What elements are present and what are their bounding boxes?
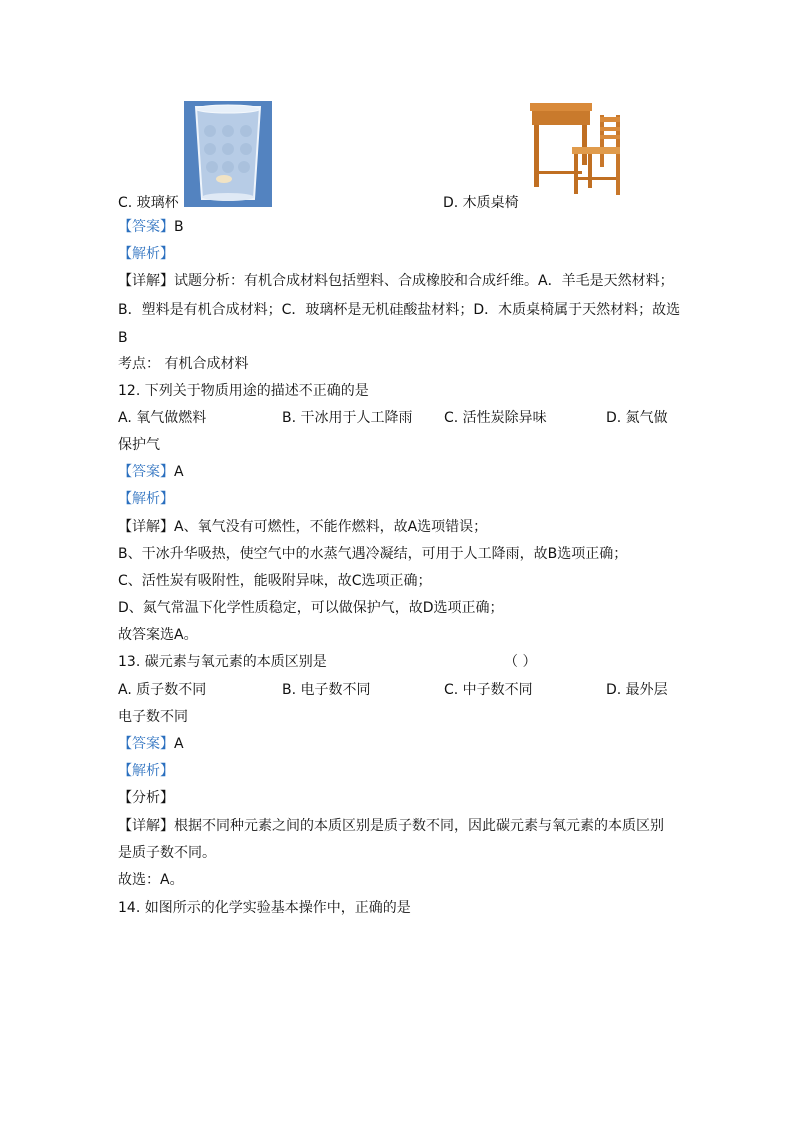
q13-stem: 13. 碳元素与氧元素的本质区别是: [118, 654, 327, 670]
q12-option-d-cont: 保护气: [118, 437, 160, 453]
answer-value: B: [174, 219, 184, 235]
q12-option-d: D. 氮气做: [606, 410, 668, 426]
q12-analysis-tag: 【解析】: [118, 491, 174, 507]
q11-detail-line1: 【详解】试题分析：有机合成材料包括塑料、合成橡胶和合成纤维。A．羊毛是天然材料；: [118, 273, 674, 289]
q13-fenxi: 【分析】: [118, 790, 174, 806]
answer-tag: 【答案】: [118, 736, 174, 752]
q12-conclusion: 故答案选A。: [118, 627, 198, 643]
q13-option-d-cont: 电子数不同: [118, 709, 188, 725]
q12-option-b: B. 干冰用于人工降雨: [282, 410, 413, 426]
q13-detail-line2: 是质子数不同。: [118, 845, 216, 861]
q13-detail-line1: 【详解】根据不同种元素之间的本质区别是质子数不同，因此碳元素与氧元素的本质区别: [118, 818, 664, 834]
q13-analysis-tag: 【解析】: [118, 763, 174, 779]
q11-answer: [118, 218, 184, 236]
q13-answer: [118, 735, 184, 753]
q11-detail-line3: B: [118, 330, 128, 346]
q12-option-c: C. 活性炭除异味: [444, 410, 547, 426]
q13-option-d: D. 最外层: [606, 682, 668, 698]
q12-detail-b: B、干冰升华吸热，使空气中的水蒸气遇冷凝结，可用于人工降雨，故B选项正确；: [118, 546, 628, 562]
answer-tag: 【答案】: [118, 464, 174, 480]
q13-conclusion: 故选：A。: [118, 872, 184, 888]
q12-detail-c: C、活性炭有吸附性，能吸附异味，故C选项正确；: [118, 573, 432, 589]
q11-kaodian: 考点： 有机合成材料: [118, 356, 249, 372]
answer-tag: 【答案】: [118, 219, 174, 235]
answer-value: A: [174, 464, 184, 480]
q11-detail-line2: B．塑料是有机合成材料；C．玻璃杯是无机硅酸盐材料；D．木质桌椅属于天然材料；故选: [118, 302, 681, 318]
q12-detail-a: 【详解】A、氧气没有可燃性，不能作燃料，故A选项错误；: [118, 519, 488, 535]
q13-option-a: A. 质子数不同: [118, 682, 207, 698]
q12-detail-d: D、氮气常温下化学性质稳定，可以做保护气，故D选项正确；: [118, 600, 504, 616]
q12-answer: [118, 463, 184, 481]
q11-analysis-tag: 【解析】: [118, 246, 174, 262]
q12-option-a: A. 氧气做燃料: [118, 410, 207, 426]
q14-stem: 14. 如图所示的化学实验基本操作中，正确的是: [118, 900, 411, 916]
answer-value: A: [174, 736, 184, 752]
option-c-label: C. 玻璃杯: [118, 195, 179, 211]
q12-stem: 12. 下列关于物质用途的描述不正确的是: [118, 383, 369, 399]
option-d-label: D. 木质桌椅: [443, 195, 519, 211]
q13-option-b: B. 电子数不同: [282, 682, 371, 698]
wooden-desk-chair-image: [524, 101, 624, 201]
glass-cup-image: [184, 101, 272, 207]
q13-paren: （ ）: [504, 654, 537, 670]
q13-option-c: C. 中子数不同: [444, 682, 533, 698]
